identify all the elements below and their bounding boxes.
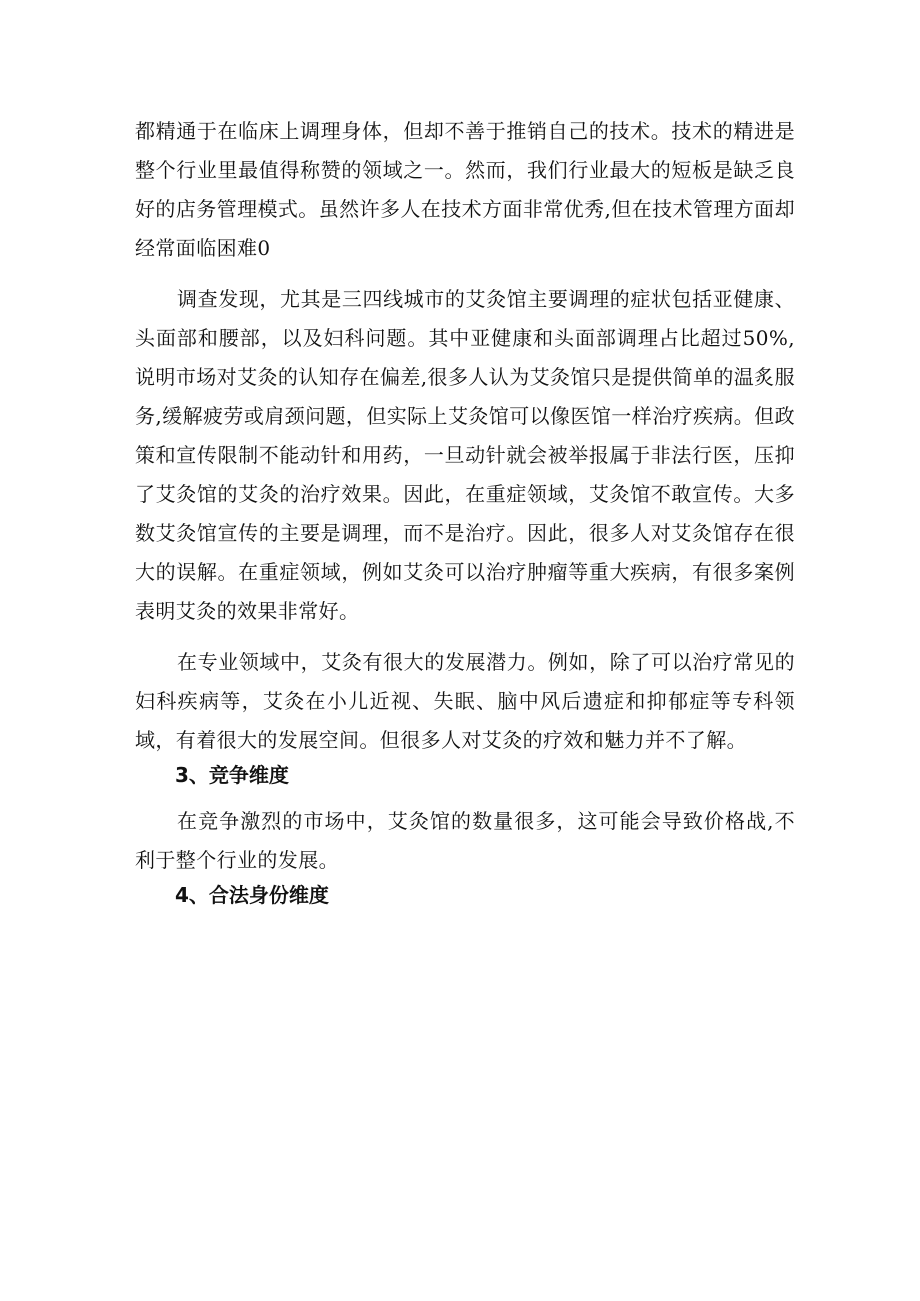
- paragraph-competition: 在竞争激烈的市场中，艾灸馆的数量很多，这可能会导致价格战,不利于整个行业的发展。: [135, 809, 795, 872]
- paragraph-professional-potential: 在专业领域中，艾灸有很大的发展潜力。例如，除了可以治疗常见的妇科疾病等，艾灸在小儿近视、失眠、脑中风后遗症和抑郁症等专科领域，有着很大的发展空间。但很多人对艾灸的疗效和魅力并不了解。: [135, 650, 795, 752]
- document-content: [135, 112, 795, 910]
- section-heading-legal-identity: 4、合法身份维度: [175, 883, 329, 907]
- paragraph-store-management: 都精通于在临床上调理身体，但却不善于推销自己的技术。技术的精进是整个行业里最值得称赞的领域之一。然而，我们行业最大的短板是缺乏良好的店务管理模式。虽然许多人在技术方面非常优秀,但在技术管理方面却经常面临困难0: [135, 119, 795, 260]
- paragraph-survey-findings: 调查发现，尤其是三四线城市的艾灸馆主要调理的症状包括亚健康、头面部和腰部，以及妇科问题。其中亚健康和头面部调理占比超过50%,说明市场对艾灸的认知存在偏差,很多人认为艾灸馆只是提供简单的温炙服务,缓解疲劳或肩颈问题，但实际上艾灸馆可以像医馆一样治疗疾病。但政策和宣传限制不能动针和用药，一旦动针就会被举报属于非法行医，压抑了艾灸馆的艾灸的治疗效果。因此，在重症领域，艾灸馆不敢宣传。大多数艾灸馆宣传的主要是调理，而不是治疗。因此，很多人对艾灸馆存在很大的误解。在重症领域，例如艾灸可以治疗肿瘤等重大疾病，有很多案例表明艾灸的效果非常好。: [135, 287, 795, 623]
- section-heading-competition: 3、竞争维度: [175, 763, 289, 787]
